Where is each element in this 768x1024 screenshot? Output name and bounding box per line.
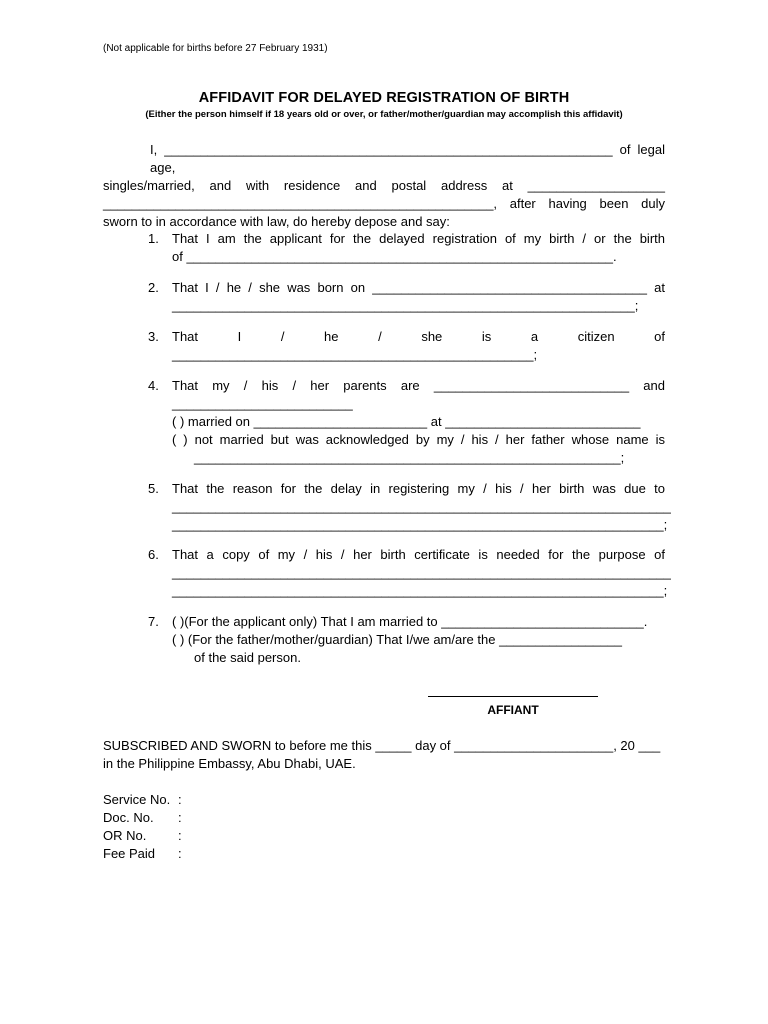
item-line: ____________________________________________________________________;	[172, 517, 668, 532]
item-line: That I / he / she is a citizen of	[172, 329, 665, 344]
item-number: 5.	[148, 481, 159, 496]
item-number: 7.	[148, 614, 159, 629]
item-number: 6.	[148, 547, 159, 562]
item-line: ____________________________________________________________________;	[172, 583, 668, 598]
document-subtitle: (Either the person himself if 18 years old or over, or father/mother/guardian may accomplish this affidavit)	[145, 109, 623, 120]
item-line: of the said person.	[194, 650, 301, 665]
intro-line: I, ______________________________________________________________ of legal age,	[150, 142, 665, 175]
detail-separator: :	[178, 828, 182, 843]
affiant-label: AFFIANT	[487, 703, 539, 717]
detail-row	[103, 845, 182, 863]
intro-line: singles/married, and with residence and postal address at ___________________	[103, 178, 665, 193]
item-line: That the reason for the delay in registering my / his / her birth was due to	[172, 481, 665, 496]
detail-separator: :	[178, 810, 182, 825]
item-line: That I am the applicant for the delayed registration of my birth / or the birth	[172, 231, 665, 246]
item-line: ( ) not married but was acknowledged by my / his / her father whose name is	[172, 432, 665, 447]
item-line: ________________________________________________________________;	[172, 298, 639, 313]
item-number: 2.	[148, 280, 159, 295]
jurat-line: in the Philippine Embassy, Abu Dhabi, UAE.	[103, 756, 356, 771]
detail-separator: :	[178, 846, 182, 861]
detail-row	[103, 809, 182, 827]
item-line: ( ) married on ________________________ at ___________________________	[172, 414, 641, 429]
applicability-note: (Not applicable for births before 27 February 1931)	[103, 43, 328, 54]
jurat-statement	[103, 737, 665, 773]
intro-line: ______________________________________________________, after having been duly	[103, 196, 665, 211]
intro-line: sworn to in accordance with law, do hereby depose and say:	[103, 214, 450, 229]
affiant-signature-line	[428, 696, 598, 697]
detail-key: Service No.	[103, 792, 171, 807]
item-line: That a copy of my / his / her birth certificate is needed for the purpose of	[172, 547, 665, 562]
item-line: That I / he / she was born on ______________________________________ at	[172, 280, 665, 295]
item-line: of ___________________________________________________________.	[172, 249, 617, 264]
intro-paragraph	[103, 141, 665, 231]
item-line: ( ) (For the father/mother/guardian) That I/we am/are the _________________	[172, 632, 622, 647]
item-line: _________________________	[172, 396, 353, 411]
item-number: 4.	[148, 378, 159, 393]
item-line: ( )(For the applicant only) That I am married to ____________________________.	[172, 614, 648, 629]
detail-key: Doc. No.	[103, 810, 154, 825]
detail-row	[103, 791, 182, 809]
detail-key: OR No.	[103, 828, 147, 843]
item-line: ___________________________________________________________;	[194, 450, 625, 465]
notarial-details	[103, 791, 182, 863]
document-title: AFFIDAVIT FOR DELAYED REGISTRATION OF BIRTH	[198, 90, 570, 106]
item-line: __________________________________________________;	[172, 347, 538, 362]
item-line: That my / his / her parents are ___________________________ and	[172, 378, 665, 393]
detail-separator: :	[178, 792, 182, 807]
item-line: _____________________________________________________________________	[172, 499, 671, 514]
detail-key: Fee Paid	[103, 846, 156, 861]
item-number: 1.	[148, 231, 159, 246]
item-line: _____________________________________________________________________	[172, 565, 671, 580]
jurat-line: SUBSCRIBED AND SWORN to before me this _____ day of ______________________, 20 ___	[103, 738, 661, 753]
detail-row	[103, 827, 182, 845]
item-number: 3.	[148, 329, 159, 344]
